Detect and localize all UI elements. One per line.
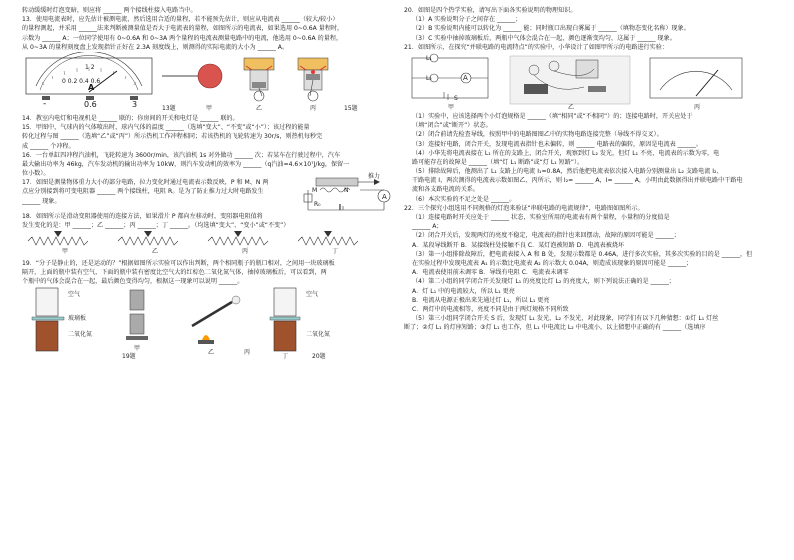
q16-line-1: 16．一台单缸四冲程汽油机，飞轮转速为 3600r/min，该汽油机 1s 对外做功 ______ 次；若某车在行驶过程中，汽车	[22, 151, 341, 159]
q22-3b: 在实验过程中发现电流表 A₁ 的示数比电流表 A₂ 的示数大 0.04A，则造成该现象的原因可能是 ______；	[412, 259, 693, 267]
q16-line-2: 最大输出功率为 46kg，汽车发动机的输出功率为 10kW，则汽车发动机的效率为 ______（q汽油=4.6×10⁷J/kg，保留一	[22, 160, 350, 168]
q22-2: （2）闭合开关后，发现两灯的亮度不稳定，电流表的指针也来回摆动，故障的原因可能是 ______；	[412, 232, 680, 240]
q21-5c: 流和各支路电流的关系。	[412, 186, 480, 194]
q22-1b: ______ A；	[412, 223, 443, 231]
exp-yi-label: 乙	[208, 349, 215, 357]
glass-plate-label: 玻璃板	[68, 315, 87, 323]
left-column	[22, 6, 392, 362]
q14: 14．教室内电灯和电视机是 ______ 联的；你房间的开关和电灯是 ______ 联的。	[22, 114, 239, 122]
q15-line-1: 15．甲图中，气球内的气体喷出时，球内气体的温度 ______（选填“变大”、“不变”或“小”）；该过程的能量	[22, 124, 310, 132]
engine-stroke-bing-icon	[298, 58, 328, 101]
no2-label-d: 二氧化氮	[306, 331, 331, 339]
lead-blocks-icon	[126, 290, 148, 340]
dial-lower-scale: 0 0.2 0.4 0.6	[62, 77, 101, 85]
exp-jia-label: 甲	[134, 345, 141, 353]
q21-stem: 21．如图所示，在探究“并联电路的电流特点”的实验中，小华设计了如图甲所示的电路进行实验：	[404, 43, 668, 51]
q16-line-3: 位小数）。	[22, 170, 50, 178]
fig21-yi: 乙	[568, 103, 575, 111]
parallel-circuit-figure	[404, 52, 774, 112]
q22-stem: 22．三个探究小组选用不同规格的灯泡来验证“串联电路的电流规律”，电路图如图所示。	[404, 204, 644, 212]
terminal-3-label: 3	[132, 99, 138, 109]
q22-1: （1）连接电路时开关应处于 ______ 状态，实验室所用的电流表有两个量程，小量程的分度值是	[412, 214, 670, 221]
schematic-l2: L₂	[426, 74, 432, 82]
schematic-ammeter: A	[463, 73, 468, 82]
q21-2: （2）闭合前请先检查导线，按照甲中的电路图图乙中的实物电路连接完整（导线不得交叉）。	[412, 131, 663, 139]
figure-19-20	[22, 286, 392, 362]
q21-1b: （填“闭合”或“断开”）状态。	[412, 122, 492, 130]
terminal-minus-label: -	[43, 98, 47, 109]
q20-line-4: （3）C 实验中抽掉玻璃板后，两瓶中气体会混合在一起，颜色逐渐变均匀，这属于 ______ 现象。	[412, 34, 676, 42]
q15-line-2: 转化过程与图 ______（选填“乙”或“丙”）所示热机工作冲程相同；若该热机的飞轮转速为 30r/s，则热机每秒完	[22, 133, 323, 141]
q17-line-2: 点应分别接到将可变电阻器 ______ 两个接线柱，电阻 R。是为了防止推力过大时电路发生	[22, 188, 264, 196]
gas-jars-icon	[32, 288, 64, 351]
dial-unit-label: A	[88, 82, 95, 92]
q19-line-2: 隔开，上面的瓶中装有空气，下面的瓶中装有密度比空气大的红棕色二氧化氮气体，抽掉玻璃板后，可以看到，两	[22, 268, 327, 276]
q18-line-1: 18．如图所示是滑动变阻器使用的连接方法，如果滑片 P 都向左移动时，变阻器电阻值将	[22, 213, 263, 221]
q22-4-c: C．两灯中的电流相等，亮度不同是由于两灯规格不同所致	[412, 305, 569, 313]
figure-21	[404, 52, 774, 112]
q20-line-1: 20．如图是四个热学实验，请写出下面各实验说明的物理知识。	[404, 7, 577, 14]
q21-1: （1）实验中，应该选择两个小灯泡规格是 ______（填“相同”或“不相同”）的；连接电路时，开关应处于	[412, 112, 693, 120]
q21-4: （4）小华先将电流表接在 L₁ 所在的支路上，闭合开关，观察到灯 L₂ 发光，但灯 L₁ 不亮，电流表的示数为零，电	[412, 149, 720, 157]
rheostat-jia-label: 甲	[62, 247, 69, 255]
q21-6: （6）本次实验的不足之处是 ______。	[412, 195, 516, 203]
q13-line-4: 从 0~3A 的量程刻度盘上发现指针正好在 2.3A 刻度线上，则测得的实际电流的大小为 ______ A。	[22, 43, 289, 51]
q18-line-2: 发生变化的是：甲 ______；乙 ______；丙 ______；丁 ______。（均选填“变大”、“变小”或“不变”）	[22, 222, 290, 230]
q22-4-b: B．电流从电源正极出来先通过灯 L₁，所以 L₁ 更亮	[412, 296, 550, 304]
dial-upper-scale: 1 2	[85, 63, 95, 71]
right-column	[404, 6, 774, 332]
engine-stroke-yi-icon	[244, 58, 274, 101]
q13-line-2: 的量程测起，并采用 ______法来判断被测量值是否大于电流表的量程，如图所示的电流表，如果选用 0~0.6A 量程时，	[22, 25, 344, 33]
q17-line-3: ______ 现象。	[22, 197, 61, 205]
q17-line-1: 17．如图是测量物体重力大小的部分电路，拉力变化时通过电流表示数反映，P 和 M、N 两	[22, 179, 269, 187]
q15-line-3: 成 ______ 个冲程。	[22, 142, 75, 150]
caption-13: 13题	[162, 104, 176, 112]
caption-20: 20题	[312, 353, 326, 361]
terminal-06-label: 0.6	[84, 99, 97, 109]
air-label: 空气	[68, 291, 81, 299]
exp-ding-label: 丁	[282, 353, 289, 361]
q19-line-1: 19．“分子是静止的，还是运动的？”根据如图所示实验可以作出判断，两个相同瓶子的瓶口相对，之间用一块玻璃板	[22, 259, 335, 267]
ammeter-dial-bing	[650, 58, 742, 98]
rheostat-yi-label: 乙	[152, 247, 159, 255]
q20-line-3: （2）B 实验说明内能可以转化为 ______ 能；同时瓶口出现白雾属于 ______（填物态变化名称）现象。	[412, 25, 690, 33]
schematic-l1: L₁	[426, 54, 432, 62]
circuit-schematic	[412, 54, 488, 100]
balloon-icon	[162, 64, 222, 88]
fig21-jia: 甲	[448, 103, 455, 111]
q21-4b: 路可能存在的故障是 ______（填“灯 L₁ 断路”或“灯 L₁ 短路”）。	[412, 158, 584, 166]
figure-18	[22, 231, 392, 259]
exp-bing-label: 丙	[244, 349, 251, 357]
jars-d-icon	[270, 288, 300, 351]
test-tube-icon	[192, 296, 240, 344]
point-m-label: M	[312, 187, 318, 195]
ammeter-a-label: A	[382, 193, 387, 202]
label-bing: 丙	[310, 104, 317, 112]
force-label: 推力	[368, 173, 381, 181]
q13-line-1: 13．使用电流表时，应先估计被测电流，然后选用合适的量程，若不能预先估计，则应从电流表 ______（较大/较小）	[22, 16, 339, 24]
breadboard-photo-icon	[510, 56, 630, 104]
figure-13-15	[22, 52, 392, 114]
label-yi: 乙	[256, 104, 263, 112]
q22-4-a: A．灯 L₁ 中的电流较大，所以 L₁ 更亮	[412, 287, 515, 295]
rheostat-ding-label: 丁	[332, 247, 339, 255]
q22-4: （4）第二小组的同学闭合开关发现灯 L₁ 的亮度比灯 L₂ 的亮度大，则下列说法正确的是 ______；	[412, 278, 675, 286]
q13-line-3: 示数为 ______ A；一位同学使用有 0~0.6A 和 0~3A 两个量程的电流表测量电路中的电流，他选用 0~0.6A 的量程，	[22, 34, 343, 42]
q12-tail: 转动缓缓时灯泡变暗，则应将 ______ 两个接线柱接入电路当中。	[22, 7, 197, 14]
fig21-bing: 丙	[694, 103, 701, 111]
air-label-d: 空气	[306, 291, 319, 299]
rheostat-bing-label: 丙	[242, 247, 249, 255]
caption-19: 19题	[122, 353, 136, 361]
q22-3-options: A．电流表使用前未调零 B．导线有电阻 C．电流表未调零	[412, 269, 569, 277]
q22-5b: 断了；②灯 L₁ 的灯座短路；③灯 L₁ 也工作，但 L₁ 中电流比 L₂ 中电流小，以上猜想中正确的有 ______（选填序	[404, 324, 706, 332]
q19-line-3: 个瓶中的气体会混合在一起，最后颜色变得均匀，根据这一现象可以说明 ______。	[22, 278, 244, 285]
caption-15: 15题	[344, 104, 358, 112]
q22-3: （3）第一小组排除故障后，把电流表接入 A 和 B 处，发现示数都是 0.46A，进行多次实验，其多次实验的目的是 ______，但	[412, 250, 753, 258]
q21-5: （5）排除故障后，他测出了 L₁ 支路上的电流 I₁=0.8A，然后他把电流表依次接入电路分别测量出 L₂ 支路电流 I₂、	[412, 168, 723, 176]
point-n-label: N	[344, 187, 349, 195]
q21-5b: 干路电流 I，两次测得的电流表示数如图乙、丙所示，则 I₂= ______ A，I= ______ A，小明由此数据得出并联电路中干路电	[412, 177, 743, 185]
q20-line-2: （1）A 实验说明分子之间存在 ______；	[412, 16, 522, 24]
q22-2-options: A．某段导线断开 B．某接线柱处接触不良 C．某灯泡被短路 D．电流表被烧坏	[412, 241, 625, 249]
no2-label: 二氧化氮	[68, 331, 93, 339]
q21-3: （3）连接好电路，闭合开关，发现电流表指针也未偏转，则 ______ 电路表的偏转，原因是电流表 ______。	[412, 140, 702, 148]
q22-5: （5）第三小组同学闭合开关 S 后，发现灯 L₁ 发光，L₂ 不发光，对此现象，同学们有以下几种猜想：①灯 L₁ 灯丝	[412, 315, 719, 323]
resistor-r0-label: R₀	[314, 201, 321, 209]
schematic-switch: S	[454, 94, 458, 102]
label-jia: 甲	[206, 104, 213, 112]
